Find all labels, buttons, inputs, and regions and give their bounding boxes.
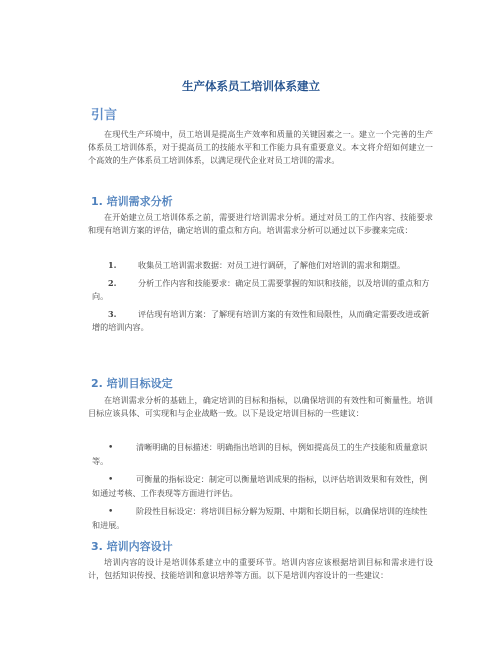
bullet-marker: • [108,475,114,486]
list-marker: 2. [108,278,117,289]
list-item [92,441,432,468]
list-item [92,277,432,303]
section2-paragraph: 在培训需求分析的基础上，确定培训的目标和指标，以确保培训的有效性和可衡量性。培训目标应该具体、可实现和与企业战略一致。以下是设定培训目标的一些建议： [88,395,433,419]
list-item [92,308,432,334]
bullet-marker: • [108,507,114,518]
list-item [92,473,432,500]
intro-paragraph: 在现代生产环境中，员工培训是提高生产效率和质量的关键因素之一。建立一个完善的生产体系员工培训体系，对于提高员工的技能水平和工作能力具有重要意义。本文将介绍如何建立一个高效的生产体系员工培训体系，以满足现代企业对员工培训的需求。 [88,129,433,166]
section1-heading: 1. 培训需求分析 [91,195,173,208]
section3-heading: 3. 培训内容设计 [91,540,173,553]
section2-list [92,441,432,538]
section2-heading: 2. 培训目标设定 [91,377,173,390]
document-title: 生产体系员工培训体系建立 [182,79,320,93]
list-marker: 1. [108,260,117,270]
list-item-text: 阶段性目标设定：将培训目标分解为短期、中期和长期目标，以确保培训的连续性和进展。 [92,506,428,531]
section1-list [92,259,432,339]
section3-paragraph: 培训内容的设计是培训体系建立中的重要环节。培训内容应该根据培训目标和需求进行设计，包括知识传授、技能培训和意识培养等方面。以下是培训内容设计的一些建议： [88,557,433,581]
list-item [92,259,432,272]
list-item-text: 分析工作内容和技能要求：确定员工需要掌握的知识和技能，以及培训的重点和方向。 [92,278,430,302]
bullet-marker: • [108,443,114,453]
list-item-text: 收集员工培训需求数据：对员工进行调研，了解他们对培训的需求和期望。 [138,260,406,270]
intro-heading: 引言 [91,108,118,123]
section1-paragraph: 在开始建立员工培训体系之前，需要进行培训需求分析。通过对员工的工作内容、技能要求和现有培训方案的评估，确定培训的重点和方向。培训需求分析可以通过以下步骤来完成： [88,212,433,236]
list-item [92,505,432,532]
list-item-text: 评估现有培训方案：了解现有培训方案的有效性和局限性，从而确定需要改进或新增的培训内容。 [92,309,430,333]
list-item-text: 可衡量的指标设定：制定可以衡量培训成果的指标，以评估培训效果和有效性，例如通过考核、工作表现等方面进行评估。 [92,474,428,499]
list-item-text: 清晰明确的目标描述：明确指出培训的目标，例如提高员工的生产技能和质量意识等。 [92,442,428,467]
list-marker: 3. [108,309,117,320]
